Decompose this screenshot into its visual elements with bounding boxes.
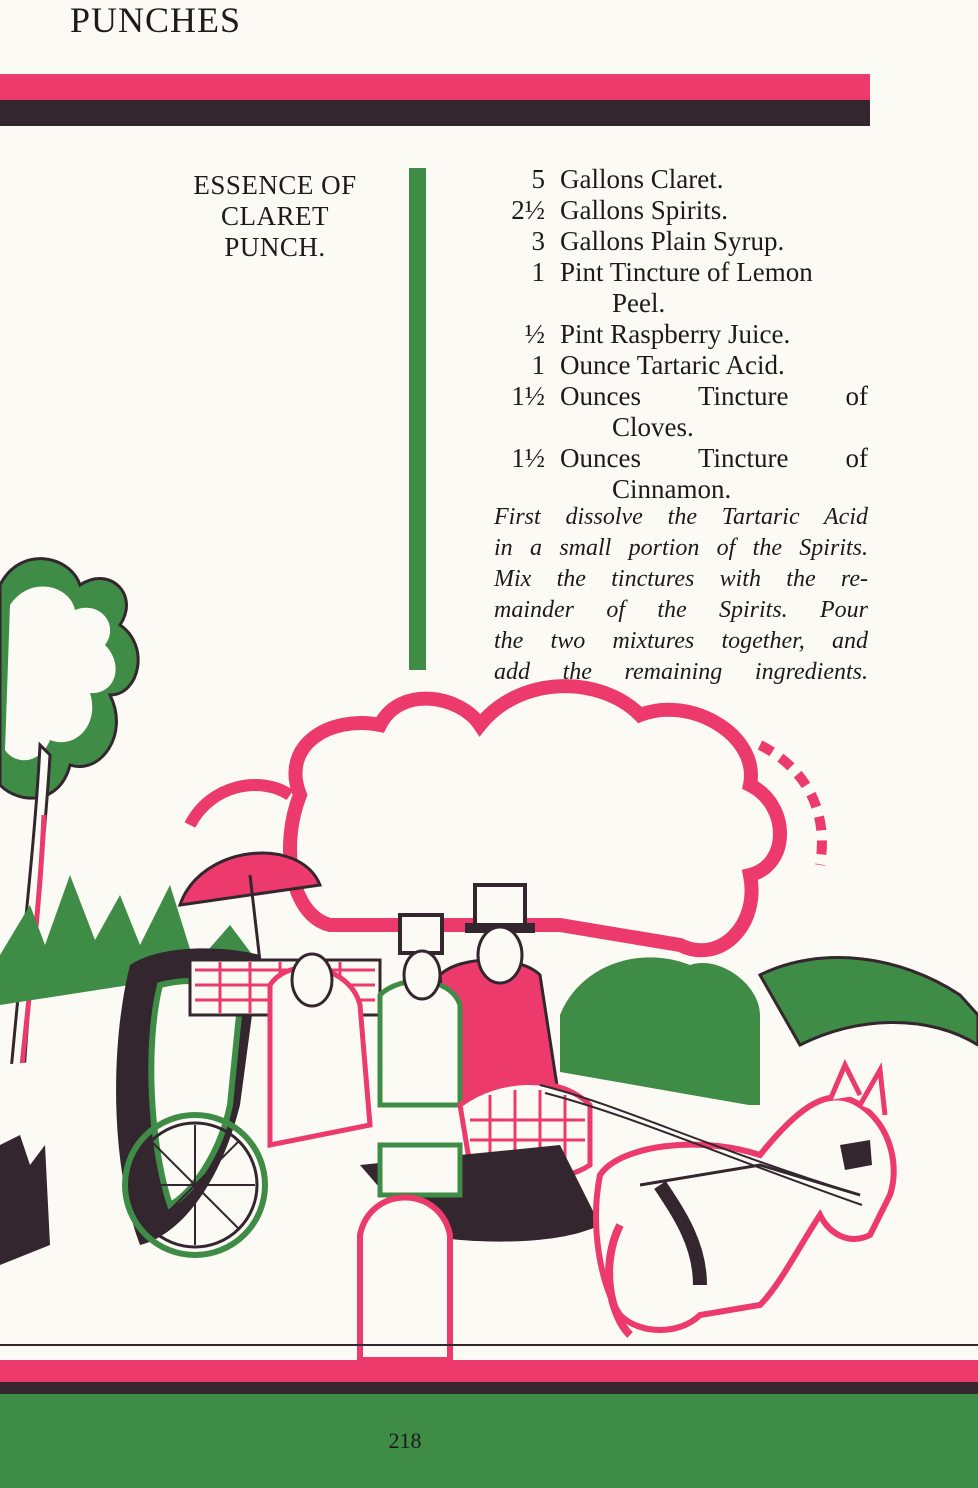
- wheel-icon: [125, 1115, 265, 1255]
- page-number: 218: [388, 1428, 422, 1453]
- bottom-pink-band: [0, 1360, 978, 1382]
- recipe-title-line: PUNCH.: [224, 232, 326, 262]
- top-pink-band: [0, 74, 870, 100]
- ingredient-word: Ounces: [560, 381, 641, 411]
- ingredient-qty: 3: [531, 226, 545, 256]
- ingredient-qty: 1½: [511, 381, 545, 411]
- ingredient-continuation: Cloves.: [612, 412, 694, 442]
- carriage-illustration: [0, 545, 978, 1360]
- ingredient-text: [560, 381, 868, 412]
- ingredient-row: [480, 164, 868, 195]
- recipe-title-line: ESSENCE OF: [193, 170, 357, 200]
- method-line: mainder of the Spirits. Pour: [494, 597, 868, 623]
- ingredient-row: [480, 319, 868, 350]
- ingredient-text: Gallons Plain Syrup.: [560, 226, 785, 256]
- ingredient-word: Tincture: [697, 381, 789, 411]
- tree-left-icon: [0, 559, 138, 1105]
- ingredient-text: Gallons Spirits.: [560, 195, 729, 225]
- method-line: add the remaining ingredients.: [494, 659, 868, 685]
- ingredient-text: Ounce Tartaric Acid.: [560, 350, 785, 380]
- ingredient-qty: 1: [531, 350, 545, 380]
- ingredient-row: [480, 195, 868, 226]
- ingredient-row: [480, 443, 868, 474]
- ingredient-list: [480, 164, 868, 505]
- ingredient-row: [480, 226, 868, 257]
- ingredient-qty: 5: [531, 164, 545, 194]
- ingredient-row: [480, 257, 868, 288]
- ingredient-word: of: [845, 381, 868, 411]
- ingredient-qty: 1: [531, 257, 545, 287]
- bottom-dark-band: [0, 1382, 978, 1394]
- ingredient-continuation: Cinnamon.: [612, 474, 732, 504]
- method-line: the two mixtures together, and: [494, 628, 868, 654]
- recipe-title-line: CLARET: [221, 201, 329, 231]
- ingredient-text: [560, 443, 868, 474]
- ingredient-qty: ½: [524, 319, 545, 349]
- ingredient-qty: 2½: [511, 195, 545, 225]
- ingredient-word: Tincture: [697, 443, 789, 473]
- method-line: First dissolve the Tartaric Acid: [494, 504, 868, 530]
- recipe-title: [160, 170, 390, 263]
- method-line: Mix the tinctures with the re-: [494, 566, 868, 592]
- section-title: PUNCHES: [70, 0, 242, 40]
- ingredient-text: Gallons Claret.: [560, 164, 724, 194]
- ingredient-row: [480, 350, 868, 381]
- ingredient-word: Ounces: [560, 443, 641, 473]
- method-line: in a small portion of the Spirits.: [494, 535, 868, 561]
- ingredient-row: [480, 381, 868, 412]
- ingredient-continuation: Peel.: [612, 288, 666, 318]
- ingredient-text: Pint Tincture of Lemon: [560, 257, 813, 287]
- ingredient-text: Pint Raspberry Juice.: [560, 319, 791, 349]
- ingredient-word: of: [845, 443, 868, 473]
- ingredient-qty: 1½: [511, 443, 545, 473]
- top-dark-band: [0, 100, 870, 126]
